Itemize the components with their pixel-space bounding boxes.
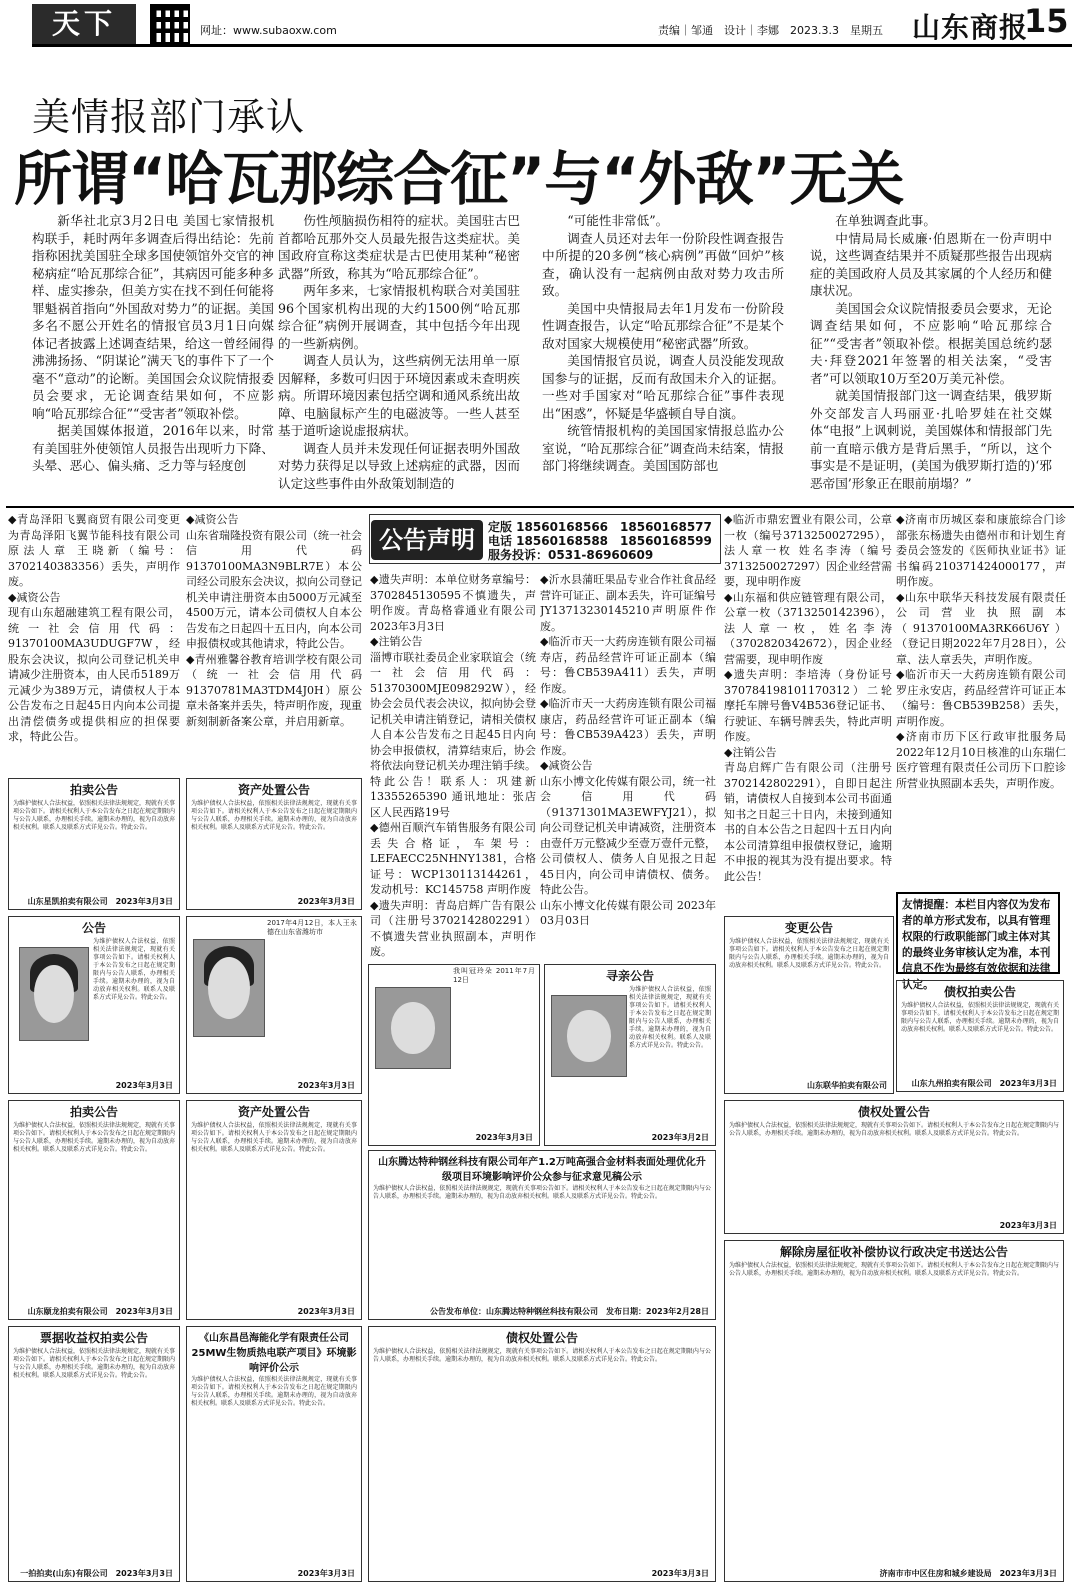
box-title: 债权处置公告 bbox=[505, 1331, 578, 1345]
paragraph: ◆遗失声明：本单位财务章编号：3702845130595不慎遗失，声明作废。青岛格睿通业有限公司2023年3月3日 bbox=[370, 573, 536, 633]
notice-box-environment bbox=[368, 1150, 716, 1320]
paragraph: ◆沂水县蒲旺果品专业合作社食品经营许可证正、副本丢失，许可证编号JY13713230145210声明原件作废。 bbox=[540, 573, 716, 633]
paragraph: 两年多来，七家情报机构联合对美国驻96个国家机构出现的大约1500例“哈瓦那综合征”病例开展调查，其中包括今年出现的一些新病例。 bbox=[278, 283, 520, 351]
box-body: 为维护债权人合法权益，依照相关法律法规规定，现就有关事项公告如下。请相关权利人于本公告发布之日起在规定期限内与公告人联系，办理相关手续。逾期未办理的，视为自动放弃相关权利。联系人及联系方式详见公告。特此公告。 bbox=[191, 800, 357, 831]
announcement-title: 公告声明 bbox=[371, 520, 483, 560]
phone-line-3: 服务投诉：0531-86960609 bbox=[488, 548, 654, 562]
page-number: 15 bbox=[1024, 2, 1069, 40]
box-title: 债权拍卖公告 bbox=[943, 985, 1016, 999]
notice-column-4 bbox=[724, 512, 892, 912]
box-body: 为维护债权人合法权益，依照相关法律法规规定，现就有关事项公告如下。请相关权利人于本公告发布之日起在规定期限内与公告人联系，办理相关手续。逾期未办理的，视为自动放弃相关权利。联系人及联系方式详见公告。特此公告。 bbox=[901, 1002, 1059, 1033]
paragraph: 山东小博文化传媒有限公司 2023年03月03日 bbox=[540, 898, 716, 927]
paragraph: ◆德州百顺汽车销售服务有限公司丢失合格证，车架号：LEFAECC25NHNY1381，合格证号：WCP130113144261，发动机号：KC145758 声明作废 bbox=[370, 821, 536, 896]
paragraph: 调查人员并未发现任何证据表明外国敌对势力获得足以导致上述病症的武器，因而认定这些事件由外敌策划制造的 bbox=[278, 440, 520, 491]
box-footer: 2023年3月3日 bbox=[651, 1569, 709, 1578]
box-body: 为维护债权人合法权益，依照相关法律法规规定，现就有关事项公告如下。请相关权利人于本公告发布之日起在规定期限内与公告人联系，办理相关手续。逾期未办理的，视为自动放弃相关权利。联系人及联系方式详见公告。特此公告。 bbox=[373, 1348, 711, 1363]
notice-column-left bbox=[8, 512, 180, 776]
paragraph: ◆遗失声明：青岛启辉广告有限公司（注册号3702142802291）不慎遗失营业执照副本，声明作废。 bbox=[370, 898, 536, 958]
qr-code-icon bbox=[150, 4, 190, 44]
notice-box-bill-auction bbox=[8, 1326, 180, 1582]
box-footer: 一拍拍卖(山东)有限公司 2023年3月3日 bbox=[20, 1569, 173, 1578]
paper-name: 山东商报 bbox=[912, 11, 1029, 44]
notice-box-asset-2 bbox=[186, 1100, 362, 1320]
box-footer: 2023年3月3日 bbox=[297, 1081, 355, 1090]
paragraph: ◆减资公告 bbox=[540, 759, 593, 772]
paragraph: ◆减资公告 bbox=[8, 590, 61, 604]
section-rule bbox=[6, 506, 1074, 508]
box-title: 变更公告 bbox=[784, 921, 833, 935]
paragraph: ◆注销公告 bbox=[370, 635, 423, 648]
paragraph: ◆临沂市天一大药房连锁有限公司罗庄永安店，药品经营许可证正本（编号：鲁CB539B258）丢失，声明作废。 bbox=[896, 668, 1066, 728]
box-body: 为维护债权人合法权益，依照相关法律法规规定，现就有关事项公告如下。请相关权利人于本公告发布之日起在规定期限内与公告人联系，办理相关手续。逾期未办理的，视为自动放弃相关权利。联系人及联系方式详见公告。特此公告。 bbox=[629, 986, 711, 1049]
paragraph: 现有山东超融建筑工程有限公司，统一社会信用代码：91370100MA3UDUGF7W，经股东会决议，拟向公司登记机关申请减少注册资本，由人民币5189万元减少为389万元，请债权人于本公告发布之日起45日内向本公司提出清偿债务或提供相应的担保要求，特此公告。 bbox=[8, 606, 180, 743]
box-footer: 山东九州拍卖有限公司 2023年3月3日 bbox=[911, 1079, 1057, 1088]
paragraph: ◆青岛泽阳飞翼商贸有限公司变更为青岛泽阳飞翼节能科技有限公司原法人章 王晓新（编号：3702140383356）丢失，声明作废。 bbox=[8, 513, 180, 588]
paragraph: ◆减资公告 bbox=[186, 513, 239, 526]
box-body: 为维护债权人合法权益，依照相关法律法规规定，现就有关事项公告如下。请相关权利人于本公告发布之日起在规定期限内与公告人联系，办理相关手续。逾期未办理的，视为自动放弃相关权利。联系人及联系方式详见公告。特此公告。 bbox=[729, 1122, 1060, 1137]
article-headline: 所谓“哈瓦那综合征”与“外敌”无关 bbox=[14, 145, 904, 213]
phone-line-2: 电话 18560168588 18560168599 bbox=[488, 534, 712, 548]
paragraph: “可能性非常低”。 bbox=[567, 213, 669, 228]
friendly-reminder: 友情提醒：本栏目内容仅为发布者的单方形式发布，以具有管理权限的行政职能部门或主体对其的最终业务审核认定为准，本刊信息不作为最终有效依据和法律认定。 bbox=[896, 892, 1060, 974]
paragraph: ◆临沂市鼎宏置业有限公司，公章一枚（编号3713250027295），法人章一枚 姓名李涛（编号3713250027297）因企业经营需要，现申明作废 bbox=[724, 513, 892, 588]
notice-column-3a bbox=[370, 572, 536, 964]
box-title: 拍卖公告 bbox=[69, 1105, 118, 1119]
paragraph: ◆临沂市天一大药房连锁有限公司福寿店，药品经营许可证正副本（编号：鲁CB539A411）丢失，声明作废。 bbox=[540, 635, 716, 695]
box-body: 为维护债权人合法权益，依照相关法律法规规定，现就有关事项公告如下。请相关权利人于本公告发布之日起在规定期限内与公告人联系，办理相关手续。逾期未办理的，视为自动放弃相关权利。联系人及联系方式详见公告。特此公告。 bbox=[13, 1348, 176, 1379]
paragraph: 山东小博文化传媒有限公司，统一社会信用代码（91371301MA3EWFYJ21），拟向公司登记机关申请减资，注册资本由壹仟万元整减少至壹万壹仟元整，公司债权人、债务人自见报之日起45日内，向公司申请债权、债务。特此公告。 bbox=[540, 774, 716, 896]
phone-line-1: 定版 18560168566 18560168577 bbox=[488, 520, 712, 534]
box-title: 拍卖公告 bbox=[69, 783, 118, 797]
paragraph: 调查人员认为，这些病例无法用单一原因解释，多数可归因于环境因素或未查明疾病。所谓环境因素包括空调和通风系统出故障、电脑鼠标产生的电磁波等。一些人甚至基于道听途说虚报病状。 bbox=[278, 353, 520, 438]
article-column-4 bbox=[810, 212, 1052, 504]
notice-box-auction-1 bbox=[8, 778, 180, 910]
notice-box-eia bbox=[186, 1326, 362, 1582]
paragraph: 美国情报官员说，调查人员没能发现敌国参与的证据，反而有敌国未介入的证据。一些对手国家对“哈瓦那综合征”事件表现出“困惑”，怀疑是华盛顿自导自演。 bbox=[542, 353, 784, 421]
box-body: 为维护债权人合法权益，依照相关法律法规规定，现就有关事项公告如下。请相关权利人于本公告发布之日起在规定期限内与公告人联系，办理相关手续。逾期未办理的，视为自动放弃相关权利。联系人及联系方式详见公告。特此公告。 bbox=[191, 1376, 357, 1407]
paragraph: ◆山东福和供应链管理有限公司，公章一枚（3713250142396），法人章一枚，姓名李涛（3702820342672），因企业经营需要，现申明作废 bbox=[724, 590, 892, 666]
box-footer: 公告发布单位：山东腾达特种钢丝科技有限公司 发布日期：2023年2月28日 bbox=[430, 1307, 709, 1316]
portrait-photo bbox=[193, 939, 265, 1037]
paragraph: ◆遗失声明：李培涛（身份证号370784198101170312）二轮摩托车牌号鲁V4B536登记证书、行驶证、车辆号牌丢失，特此声明作废。 bbox=[724, 668, 892, 743]
box-footer: 2023年3月3日 bbox=[297, 1569, 355, 1578]
box-body: 为维护债权人合法权益，依照相关法律法规规定，现就有关事项公告如下。请相关权利人于本公告发布之日起在规定期限内与公告人联系，办理相关手续。逾期未办理的，视为自动放弃相关权利。联系人及联系方式详见公告。特此公告。 bbox=[729, 938, 889, 969]
box-body: 为维护债权人合法权益，依照相关法律法规规定，现就有关事项公告如下。请相关权利人于本公告发布之日起在规定期限内与公告人联系，办理相关手续。逾期未办理的，视为自动放弃相关权利。联系人及联系方式详见公告。特此公告。 bbox=[93, 938, 175, 1001]
article-column-2 bbox=[278, 212, 520, 504]
article-kicker: 美情报部门承认 bbox=[32, 95, 306, 139]
box-title: 寻亲公告 bbox=[605, 969, 654, 983]
box-title: 公告 bbox=[81, 921, 106, 935]
portrait-photo bbox=[19, 947, 89, 1041]
box-footer: 2023年3月3日 bbox=[115, 1081, 173, 1090]
notice-column-5 bbox=[896, 512, 1066, 888]
box-title: 解除房屋征收补偿协议行政决定书送达公告 bbox=[779, 1245, 1008, 1259]
paragraph: 山东省瑞隆投资有限公司（统一社会信用代码91370100MA3N9BLR7E）本公司经公司股东会决议，拟向公司登记机关申请注册资本由5000万元减至4500万元，请本公司债权人自本公告发布之日起四十五日内，向本公司申报债权或其他请求，特此公告。 bbox=[186, 528, 362, 650]
notice-box-debt-1 bbox=[724, 1100, 1064, 1234]
notice-box-debt-auction bbox=[896, 980, 1064, 1092]
paragraph: 青岛启辉广告有限公司（注册号3702142802291），自即日起注销，请债权人自接到本公司书面通知书之日起三十日内，未接到通知书的自本公告之日起四十五日内向本公司清算组申报债权登记，逾期不申报的视其为没有提出要求。特此公告！ bbox=[724, 761, 892, 883]
paragraph: ◆青州雅馨谷教育培训学校有限公司（统一社会信用代码91370781MA3TDM4J0H）原公章未备案并丢失，特声明作废，现重新刻制新备案公章，并启用新章。 bbox=[186, 652, 362, 728]
editor-line: 责编｜邹通 设计｜李娜 2023.3.3 星期五 bbox=[658, 24, 883, 37]
notice-box-missing-2 bbox=[186, 916, 362, 1094]
box-body: 为维护债权人合法权益，依照相关法律法规规定，现就有关事项公告如下。请相关权利人于本公告发布之日起在规定期限内与公告人联系，办理相关手续。逾期未办理的，视为自动放弃相关权利。联系人及联系方式详见公告。特此公告。 bbox=[191, 1122, 357, 1153]
box-body: 为维护债权人合法权益，依照相关法律法规规定，现就有关事项公告如下。请相关权利人于本公告发布之日起在规定期限内与公告人联系，办理相关手续。逾期未办理的，视为自动放弃相关权利。联系人及联系方式详见公告。特此公告。 bbox=[13, 1122, 176, 1153]
paragraph: 新华社北京3月2日电 美国七家情报机构联手，耗时两年多调查后得出结论：先前指称困扰美国驻全球多国使领馆外交官的神秘病症“哈瓦那综合征”，其病因可能多种多样、虚实掺杂，但美方实在找不到任何能将罪魁祸首指向“外国敌对势力”的证据。美国多名不愿公开姓名的情报官员3月1日向媒体记者披露上述调查结果，给这一曾经闹得沸沸扬扬、“阴谋论”满天飞的事件下了一个毫不“意动”的论断。美国国会众议院情报委员会要求，无论调查结果如何，不应影响“哈瓦那综合征”“受害者”领取补偿。 bbox=[32, 213, 274, 421]
baby-photo bbox=[375, 987, 451, 1069]
box-footer: 山东联华拍卖有限公司 bbox=[807, 1081, 887, 1090]
paragraph: 据美国媒体报道，2016年以来，时常有美国驻外使领馆人员报告出现听力下降、头晕、恶心、偏头痛、乏力等与轻度创 bbox=[32, 423, 274, 473]
baby-photo bbox=[551, 995, 627, 1077]
notice-column-3b bbox=[540, 572, 716, 964]
paragraph: 统管情报机构的美国国家情报总监办公室说，“哈瓦那综合征”调查尚未结案，情报部门将继续调查。美国国防部也 bbox=[542, 423, 784, 473]
box-title: 资产处置公告 bbox=[237, 1105, 310, 1119]
paragraph: ◆济南市历下区行政审批服务局2022年12月10日核准的山东瑞仁医疗管理有限责任公司历下口腔诊所营业执照副本丢失，声明作废。 bbox=[896, 730, 1066, 790]
announcement-phones bbox=[488, 520, 712, 562]
box-footer: 济南市市中区住房和城乡建设局 2023年3月3日 bbox=[879, 1569, 1057, 1578]
notice-box-missing-4 bbox=[544, 964, 716, 1146]
box-footer: 2023年3月2日 bbox=[651, 1133, 709, 1142]
section-tag: 天下 bbox=[32, 4, 136, 44]
paragraph: 中情局局长威廉·伯恩斯在一份声明中说，这些调查结果并不质疑那些报告出现病症的美国政府人员及其家属的个人经历和健康状况。 bbox=[810, 230, 1052, 298]
notice-box-missing-1 bbox=[8, 916, 180, 1094]
box-body: 我叫冠玲朵 2011年7月12日 bbox=[453, 967, 535, 984]
box-title: 资产处置公告 bbox=[237, 783, 310, 797]
box-title: 山东腾达特种钢丝科技有限公司年产1.2万吨高强合金材料表面处理优化升级项目环境影响评价公众参与征求意见稿公示 bbox=[378, 1157, 706, 1183]
masthead bbox=[0, 0, 1080, 44]
box-body: 为维护债权人合法权益，依照相关法律法规规定，现就有关事项公告如下。请相关权利人于本公告发布之日起在规定期限内与公告人联系，办理相关手续。逾期未办理的，视为自动放弃相关权利。联系人及联系方式详见公告。特此公告。 bbox=[13, 800, 176, 831]
paragraph: 美国国会众议院情报委员会要求，无论调查结果如何，不应影响“哈瓦那综合征”“受害者”领取补偿。根据美国总统约瑟夫·拜登2021年签署的相关法案，“受害者”可以领取10万至20万美元补偿。 bbox=[810, 300, 1052, 386]
paragraph: ◆临沂市天一大药房连锁有限公司福康店，药品经营许可证正副本（编号：鲁CB539A423）丢失，声明作废。 bbox=[540, 697, 716, 757]
box-body: 为维护债权人合法权益，依照相关法律法规规定，现就有关事项公告如下。请相关权利人于本公告发布之日起在规定期限内与公告人联系，办理相关手续。逾期未办理的，视为自动放弃相关权利。联系人及联系方式详见公告。特此公告。 bbox=[729, 1262, 1060, 1277]
box-title: 票据收益权拍卖公告 bbox=[39, 1331, 148, 1345]
paragraph: 伤性颅脑损伤相符的症状。美国驻古巴首都哈瓦那外交人员最先报告这类症状。美国政府宣称这类症状是古巴使用某种“秘密武器”所致，称其为“哈瓦那综合征”。 bbox=[278, 213, 520, 281]
article-column-3 bbox=[542, 212, 784, 504]
box-body: 2017年4月12日，本人王永德在山东省潍坊市 bbox=[267, 919, 357, 936]
box-body: 为维护债权人合法权益，依照相关法律法规规定，现就有关事项公告如下。请相关权利人于本公告发布之日起在规定期限内与公告人联系，办理相关手续。逾期未办理的，视为自动放弃相关权利。联系人及联系方式详见公告。特此公告。 bbox=[373, 1185, 711, 1200]
paragraph: 调查人员还对去年一份阶段性调查报告中所提的20多例“核心病例”再做“回炉”核查，确认没有一起病例由敌对势力攻击所致。 bbox=[542, 230, 784, 298]
notice-column-mid bbox=[186, 512, 362, 776]
box-footer: 2023年3月3日 bbox=[999, 1221, 1057, 1230]
paragraph: 美国中央情报局去年1月发布一份阶段性调查报告，认定“哈瓦那综合征”不是某个敌对国家大规模使用“秘密武器”所致。 bbox=[542, 300, 784, 351]
box-title: 《山东昌邑海能化学有限责任公司25MW生物质热电联产项目》环境影响评价公示 bbox=[191, 1333, 357, 1374]
box-footer: 2023年3月3日 bbox=[297, 897, 355, 906]
box-footer: 山东星凯拍卖有限公司 2023年3月3日 bbox=[27, 897, 173, 906]
paragraph: ◆山东中联华天科技发展有限责任公司营业执照副本（91370100MA3RK66U6Y）（登记日期2022年7月28日），公章、法人章丢失，声明作废。 bbox=[896, 590, 1066, 666]
notice-box-asset-1 bbox=[186, 778, 362, 910]
top-rule bbox=[32, 44, 1072, 47]
site-url: 网址：www.subaoxw.com bbox=[200, 24, 337, 37]
paragraph: ◆注销公告 bbox=[724, 745, 777, 759]
notice-box-debt-2 bbox=[368, 1326, 716, 1582]
paragraph: 淄博市联社委员企业家联谊会（统一社会信用代码：51370300MJE098292W），经协会会员代表会决议，拟向协会登记机关申请注销登记，请相关债权人自本公告发布之日起45日内向协会申报债权，清算结束后，协会将依法向登记机关办理注销手续。特此公告！联系人：巩建新 13355265390 通讯地址：张店区人民西路19号 bbox=[370, 650, 536, 819]
paragraph: ◆济南市历城区泰和康旅综合门诊部张东杨遗失由德州市和计划生育委员会签发的《医师执业证书》证书编码210371424000177，声明作废。 bbox=[896, 513, 1066, 588]
paragraph: 在单独调查此事。 bbox=[835, 213, 936, 228]
box-footer: 2023年3月3日 bbox=[297, 1307, 355, 1316]
notice-box-eviction bbox=[724, 1240, 1064, 1582]
box-footer: 山东颐龙拍卖有限公司 2023年3月3日 bbox=[27, 1307, 173, 1316]
article-column-1 bbox=[32, 212, 274, 504]
paragraph: 就美国情报部门这一调查结果，俄罗斯外交部发言人玛丽亚·扎哈罗娃在社交媒体“电报”上讽刺说，美国媒体和情报部门先前一直暗示俄方是背后黑手，“所以，这个事实是不是证明，(美国为俄罗斯打造的)‘邪恶帝国’形象正在眼前崩塌？” bbox=[810, 388, 1052, 491]
box-footer: 2023年3月3日 bbox=[475, 1133, 533, 1142]
box-title: 债权处置公告 bbox=[857, 1105, 930, 1119]
notice-box-change bbox=[724, 916, 894, 1094]
notice-box-missing-3 bbox=[368, 964, 540, 1146]
notice-box-auction-2 bbox=[8, 1100, 180, 1320]
